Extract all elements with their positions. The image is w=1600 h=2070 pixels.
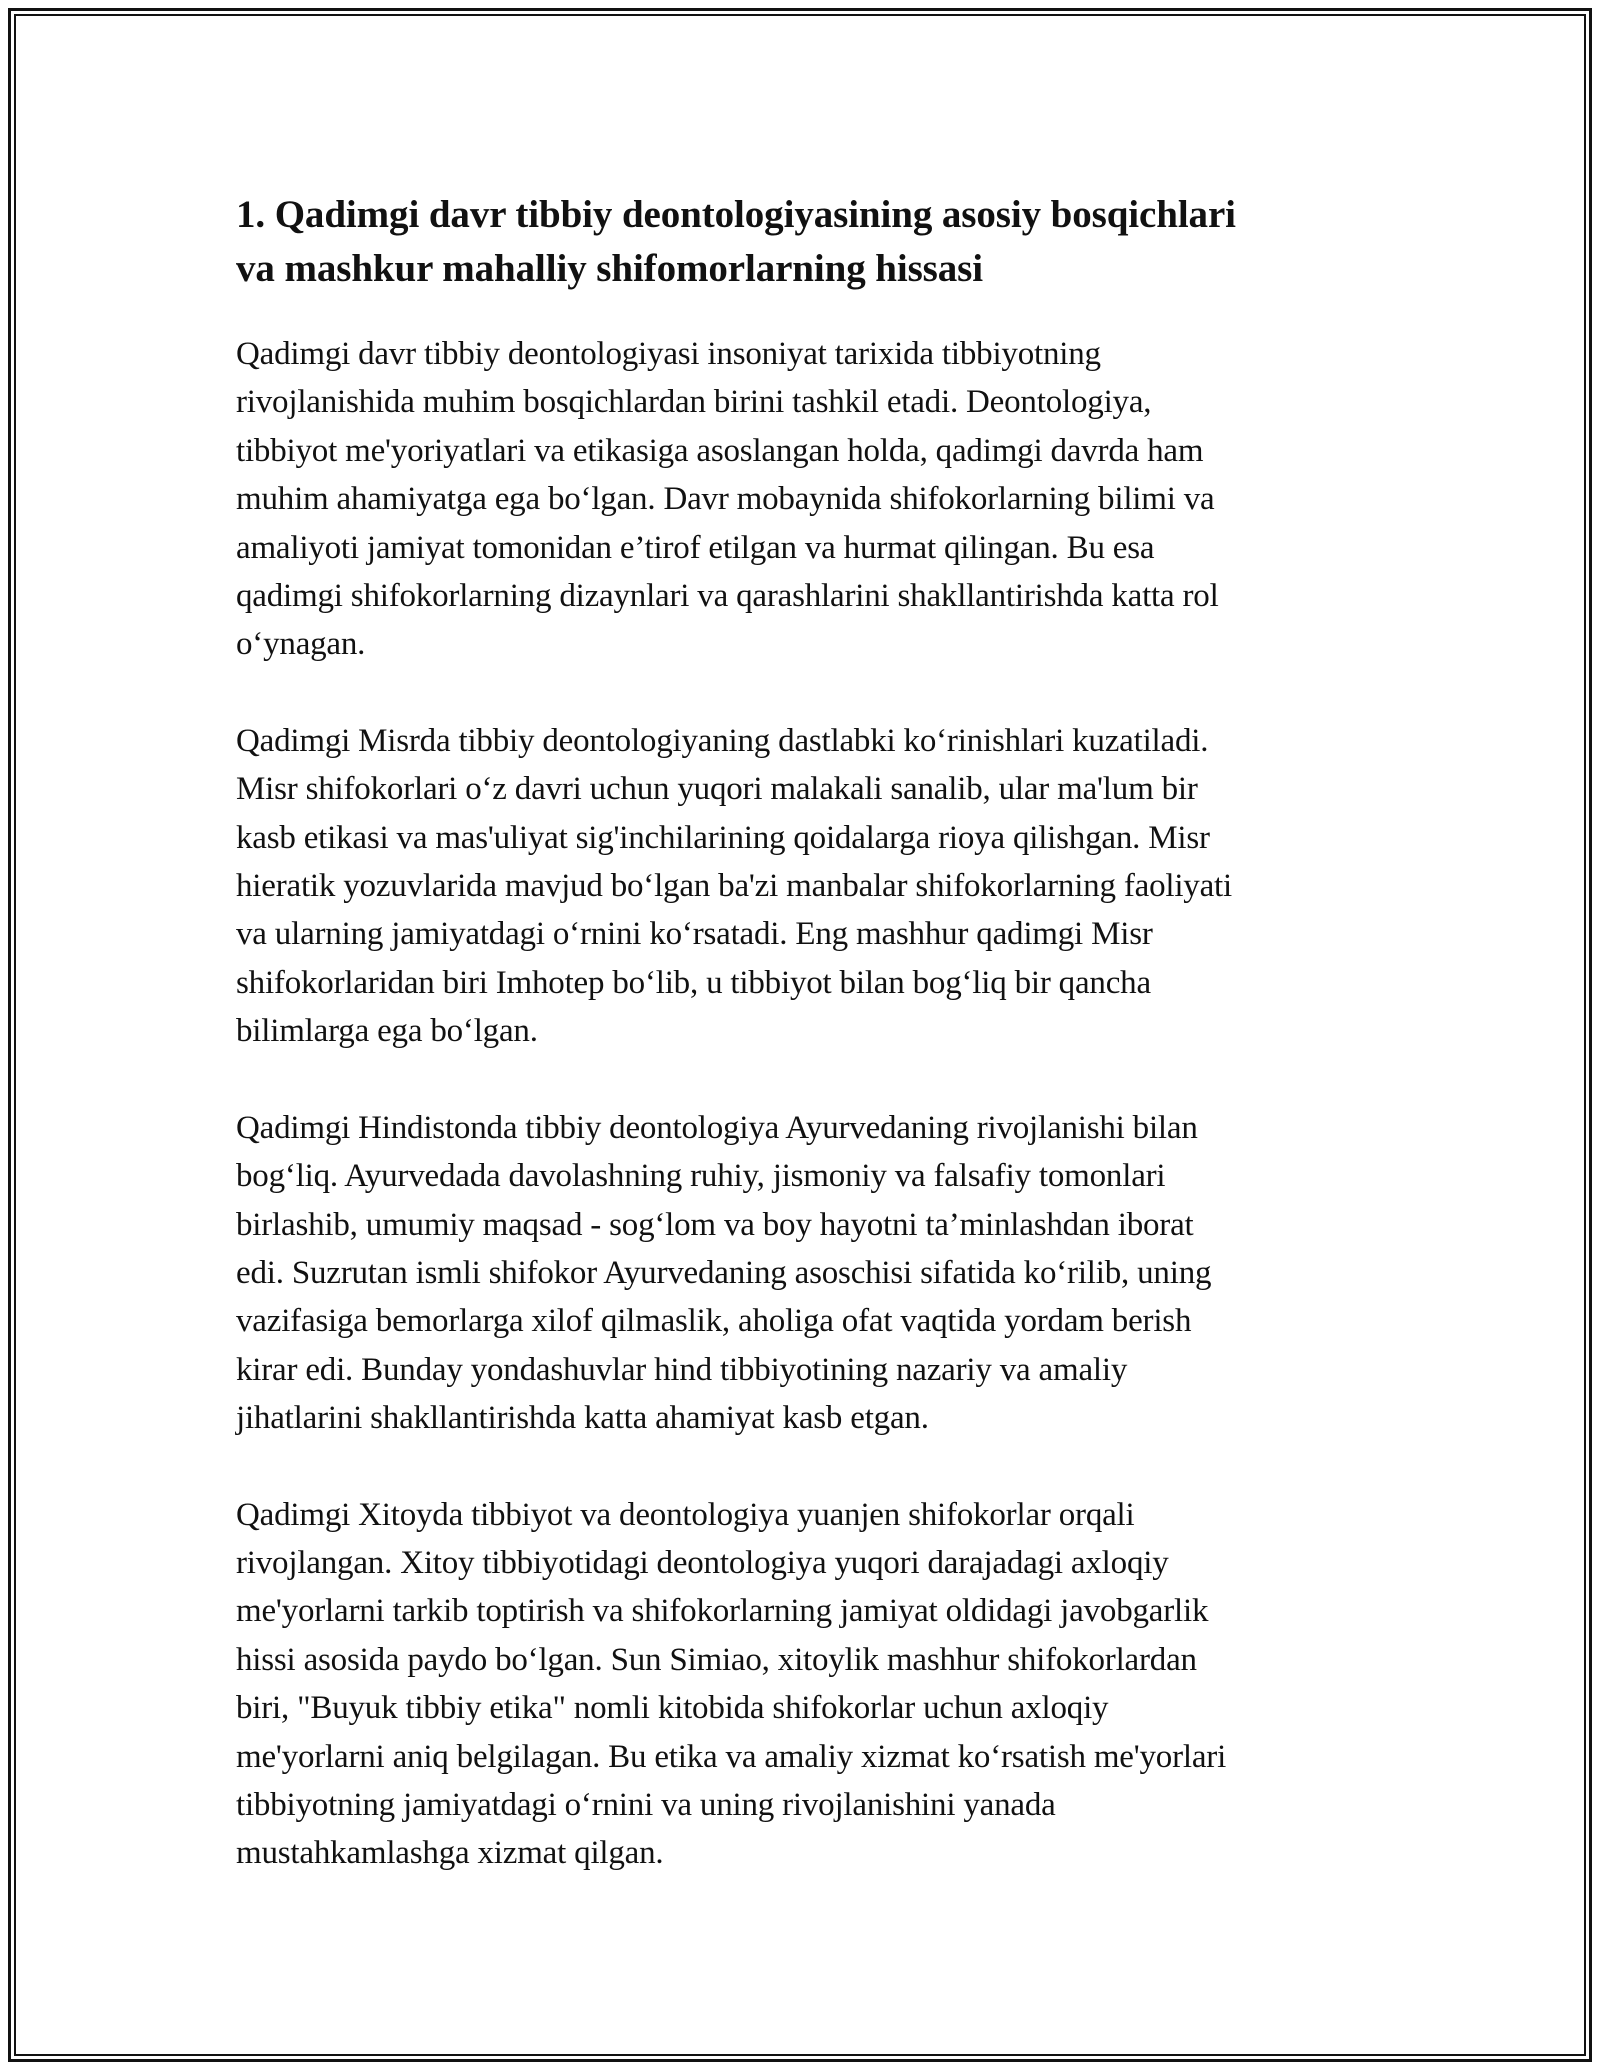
paragraph-line: o‘ynagan. (236, 626, 366, 663)
paragraph-line: shifokorlaridan biri Imhotep bo‘lib, u tibbiyot bilan bog‘liq bir qancha (236, 964, 1151, 1001)
document-body (236, 188, 1366, 1926)
paragraph-line: vazifasiga bemorlarga xilof qilmaslik, aholiga ofat vaqtida yordam berish (236, 1303, 1192, 1340)
paragraph-line: me'yorlarni aniq belgilagan. Bu etika va amaliy xizmat ko‘rsatish me'yorlari (236, 1738, 1227, 1775)
paragraph-line: va ularning jamiyatdagi o‘rnini ko‘rsatadi. Eng mashhur qadimgi Misr (236, 916, 1153, 953)
paragraph-line: qadimgi shifokorlarning dizaynlari va qarashlarini shakllantirishda katta rol (236, 578, 1219, 615)
paragraph-line: muhim ahamiyatga ega bo‘lgan. Davr mobaynida shifokorlarning bilimi va (236, 481, 1215, 518)
paragraph-line: amaliyoti jamiyat tomonidan e’tirof etilgan va hurmat qilingan. Bu esa (236, 529, 1155, 566)
paragraph-line: jihatlarini shakllantirishda katta ahamiyat kasb etgan. (236, 1400, 929, 1437)
paragraph-line: biri, "Buyuk tibbiy etika" nomli kitobida shifokorlar uchun axloqiy (236, 1690, 1109, 1727)
document-title-line: 1. Qadimgi davr tibbiy deontologiyasining asosiy bosqichlari (236, 193, 1236, 236)
document-title (236, 188, 1366, 296)
paragraph-line: Qadimgi Hindistonda tibbiy deontologiya Ayurvedaning rivojlanishi bilan (236, 1109, 1198, 1146)
paragraph-line: Qadimgi davr tibbiy deontologiyasi insoniyat tarixida tibbiyotning (236, 336, 1101, 372)
paragraph-4 (236, 1491, 1366, 1878)
paragraph-line: rivojlanishida muhim bosqichlardan birini tashkil etadi. Deontologiya, (236, 384, 1152, 421)
paragraph-3 (236, 1104, 1366, 1443)
paragraph-line: kasb etikasi va mas'uliyat sig'inchilarining qoidalarga rioya qilishgan. Misr (236, 819, 1210, 856)
paragraph-line: edi. Suzrutan ismli shifokor Ayurvedaning asoschisi sifatida ko‘rilib, uning (236, 1254, 1212, 1291)
paragraph-line: birlashib, umumiy maqsad - sog‘lom va boy hayotni ta’minlashdan iborat (236, 1206, 1194, 1243)
paragraph-list (236, 330, 1366, 1878)
paragraph-line: rivojlangan. Xitoy tibbiyotidagi deontologiya yuqori darajadagi axloqiy (236, 1544, 1169, 1581)
paragraph-line: tibbiyotning jamiyatdagi o‘rnini va uning rivojlanishini yanada (236, 1786, 1056, 1823)
paragraph-line: mustahkamlashga xizmat qilgan. (236, 1835, 664, 1872)
paragraph-line: Qadimgi Misrda tibbiy deontologiyaning dastlabki ko‘rinishlari kuzatiladi. (236, 722, 1209, 759)
paragraph-line: me'yorlarni tarkib toptirish va shifokorlarning jamiyat oldidagi javobgarlik (236, 1593, 1209, 1630)
paragraph-line: hissi asosida paydo bo‘lgan. Sun Simiao, xitoylik mashhur shifokorlardan (236, 1641, 1197, 1678)
document-title-line: va mashkur mahalliy shifomorlarning hissasi (236, 247, 983, 290)
paragraph-line: bilimlarga ega bo‘lgan. (236, 1013, 538, 1050)
paragraph-line: bog‘liq. Ayurvedada davolashning ruhiy, jismoniy va falsafiy tomonlari (236, 1158, 1166, 1195)
paragraph-2 (236, 717, 1366, 1056)
paragraph-line: hieratik yozuvlarida mavjud bo‘lgan ba'zi manbalar shifokorlarning faoliyati (236, 868, 1232, 905)
paragraph-1 (236, 330, 1366, 669)
paragraph-line: Misr shifokorlari o‘z davri uchun yuqori malakali sanalib, ular ma'lum bir (236, 771, 1198, 808)
paragraph-line: tibbiyot me'yoriyatlari va etikasiga asoslangan holda, qadimgi davrda ham (236, 432, 1204, 469)
paragraph-line: kirar edi. Bunday yondashuvlar hind tibbiyotining nazariy va amaliy (236, 1351, 1128, 1388)
paragraph-line: Qadimgi Xitoyda tibbiyot va deontologiya yuanjen shifokorlar orqali (236, 1496, 1135, 1533)
